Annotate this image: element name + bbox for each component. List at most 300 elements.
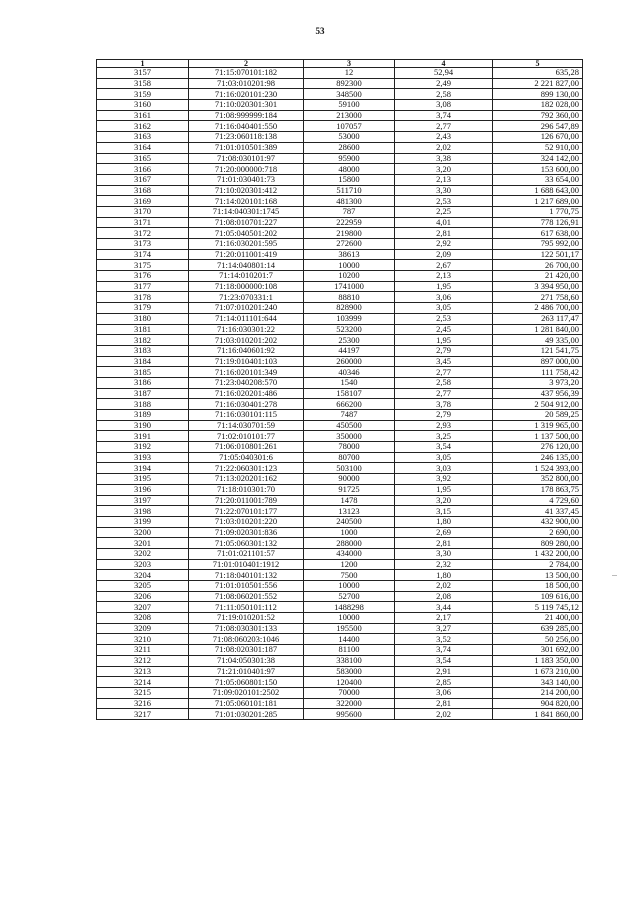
area-cell: 107057 bbox=[304, 121, 395, 132]
row-number-cell: 3159 bbox=[97, 89, 189, 100]
area-cell: 53000 bbox=[304, 132, 395, 143]
cadastral-number-cell: 71:05:040501:202 bbox=[189, 228, 304, 239]
row-number-cell: 3213 bbox=[97, 666, 189, 677]
table-row bbox=[97, 495, 583, 506]
cadastral-number-cell: 71:20:011001:419 bbox=[189, 249, 304, 260]
rate-cell: 2,81 bbox=[395, 698, 493, 709]
row-number-cell: 3205 bbox=[97, 581, 189, 592]
rate-cell: 3,92 bbox=[395, 474, 493, 485]
margin-mark bbox=[612, 575, 617, 576]
value-cell: 21 400,00 bbox=[493, 613, 583, 624]
cadastral-number-cell: 71:22:070101:177 bbox=[189, 506, 304, 517]
row-number-cell: 3209 bbox=[97, 623, 189, 634]
cadastral-number-cell: 71:07:010201:240 bbox=[189, 303, 304, 314]
table-row bbox=[97, 206, 583, 217]
value-cell: 635,28 bbox=[493, 68, 583, 79]
cadastral-number-cell: 71:03:010201:98 bbox=[189, 78, 304, 89]
cadastral-number-cell: 71:14:010201:7 bbox=[189, 271, 304, 282]
table-row bbox=[97, 474, 583, 485]
area-cell: 14400 bbox=[304, 634, 395, 645]
value-cell: 111 758,42 bbox=[493, 367, 583, 378]
area-cell: 503100 bbox=[304, 463, 395, 474]
row-number-cell: 3195 bbox=[97, 474, 189, 485]
area-cell: 219800 bbox=[304, 228, 395, 239]
cadastral-number-cell: 71:16:040401:550 bbox=[189, 121, 304, 132]
value-cell: 324 142,00 bbox=[493, 153, 583, 164]
value-cell: 1 432 200,00 bbox=[493, 548, 583, 559]
row-number-cell: 3165 bbox=[97, 153, 189, 164]
rate-cell: 3,44 bbox=[395, 602, 493, 613]
cadastral-number-cell: 71:08:020301:187 bbox=[189, 645, 304, 656]
value-cell: 13 500,00 bbox=[493, 570, 583, 581]
page-number: 53 bbox=[315, 26, 325, 36]
area-cell: 666200 bbox=[304, 399, 395, 410]
rate-cell: 3,05 bbox=[395, 452, 493, 463]
value-cell: 2 690,00 bbox=[493, 527, 583, 538]
value-cell: 809 280,00 bbox=[493, 538, 583, 549]
row-number-cell: 3207 bbox=[97, 602, 189, 613]
rate-cell: 3,78 bbox=[395, 399, 493, 410]
table-row bbox=[97, 217, 583, 228]
table-row bbox=[97, 335, 583, 346]
value-cell: 617 638,00 bbox=[493, 228, 583, 239]
area-cell: 350000 bbox=[304, 431, 395, 442]
table-row bbox=[97, 324, 583, 335]
cadastral-number-cell: 71:03:010201:220 bbox=[189, 516, 304, 527]
rate-cell: 2,69 bbox=[395, 527, 493, 538]
row-number-cell: 3197 bbox=[97, 495, 189, 506]
table-row bbox=[97, 698, 583, 709]
rate-cell: 3,20 bbox=[395, 164, 493, 175]
cadastral-number-cell: 71:01:010401:1912 bbox=[189, 559, 304, 570]
table-row bbox=[97, 110, 583, 121]
value-cell: 1 319 965,00 bbox=[493, 420, 583, 431]
cadastral-number-cell: 71:03:010201:202 bbox=[189, 335, 304, 346]
value-cell: 122 501,17 bbox=[493, 249, 583, 260]
row-number-cell: 3183 bbox=[97, 345, 189, 356]
rate-cell: 2,08 bbox=[395, 591, 493, 602]
rate-cell: 2,02 bbox=[395, 709, 493, 720]
area-cell: 7487 bbox=[304, 410, 395, 421]
cadastral-number-cell: 71:08:060201:552 bbox=[189, 591, 304, 602]
cadastral-number-cell: 71:04:050301:38 bbox=[189, 655, 304, 666]
area-cell: 1000 bbox=[304, 527, 395, 538]
row-number-cell: 3160 bbox=[97, 100, 189, 111]
row-number-cell: 3185 bbox=[97, 367, 189, 378]
rate-cell: 2,43 bbox=[395, 132, 493, 143]
rate-cell: 2,02 bbox=[395, 581, 493, 592]
value-cell: 263 117,47 bbox=[493, 313, 583, 324]
table-header-row bbox=[97, 60, 583, 68]
value-cell: 296 547,89 bbox=[493, 121, 583, 132]
row-number-cell: 3168 bbox=[97, 185, 189, 196]
value-cell: 2 486 700,00 bbox=[493, 303, 583, 314]
row-number-cell: 3217 bbox=[97, 709, 189, 720]
row-number-cell: 3187 bbox=[97, 388, 189, 399]
cadastral-number-cell: 71:05:060101:181 bbox=[189, 698, 304, 709]
row-number-cell: 3196 bbox=[97, 484, 189, 495]
area-cell: 10000 bbox=[304, 260, 395, 271]
value-cell: 5 119 745,12 bbox=[493, 602, 583, 613]
rate-cell: 4,01 bbox=[395, 217, 493, 228]
rate-cell: 2,58 bbox=[395, 89, 493, 100]
cadastral-number-cell: 71:14:040301:1745 bbox=[189, 206, 304, 217]
row-number-cell: 3191 bbox=[97, 431, 189, 442]
cadastral-number-cell: 71:21:010401:97 bbox=[189, 666, 304, 677]
cadastral-number-cell: 71:16:020101:230 bbox=[189, 89, 304, 100]
rate-cell: 2,49 bbox=[395, 78, 493, 89]
table-row bbox=[97, 581, 583, 592]
cadastral-number-cell: 71:11:050101:112 bbox=[189, 602, 304, 613]
cadastral-number-cell: 71:06:010801:261 bbox=[189, 442, 304, 453]
column-header-5: 5 bbox=[493, 60, 583, 68]
area-cell: 12 bbox=[304, 68, 395, 79]
row-number-cell: 3176 bbox=[97, 271, 189, 282]
table-row bbox=[97, 506, 583, 517]
area-cell: 195500 bbox=[304, 623, 395, 634]
table-row bbox=[97, 527, 583, 538]
table-row bbox=[97, 666, 583, 677]
value-cell: 792 360,00 bbox=[493, 110, 583, 121]
table-row bbox=[97, 645, 583, 656]
row-number-cell: 3175 bbox=[97, 260, 189, 271]
cadastral-number-cell: 71:14:011101:644 bbox=[189, 313, 304, 324]
area-cell: 523200 bbox=[304, 324, 395, 335]
table-row bbox=[97, 613, 583, 624]
cadastral-number-cell: 71:05:060801:150 bbox=[189, 677, 304, 688]
rate-cell: 2,45 bbox=[395, 324, 493, 335]
table-row bbox=[97, 548, 583, 559]
row-number-cell: 3178 bbox=[97, 292, 189, 303]
table-row bbox=[97, 410, 583, 421]
rate-cell: 2,67 bbox=[395, 260, 493, 271]
value-cell: 271 758,60 bbox=[493, 292, 583, 303]
cadastral-number-cell: 71:23:070331:1 bbox=[189, 292, 304, 303]
rate-cell: 3,74 bbox=[395, 110, 493, 121]
cadastral-number-cell: 71:22:060301:123 bbox=[189, 463, 304, 474]
area-cell: 90000 bbox=[304, 474, 395, 485]
row-number-cell: 3179 bbox=[97, 303, 189, 314]
rate-cell: 2,77 bbox=[395, 367, 493, 378]
row-number-cell: 3172 bbox=[97, 228, 189, 239]
row-number-cell: 3194 bbox=[97, 463, 189, 474]
area-cell: 338100 bbox=[304, 655, 395, 666]
table-row bbox=[97, 516, 583, 527]
row-number-cell: 3169 bbox=[97, 196, 189, 207]
cadastral-number-cell: 71:20:000000:718 bbox=[189, 164, 304, 175]
table-row bbox=[97, 153, 583, 164]
table-row bbox=[97, 164, 583, 175]
area-cell: 59100 bbox=[304, 100, 395, 111]
value-cell: 1 524 393,00 bbox=[493, 463, 583, 474]
value-cell: 352 800,00 bbox=[493, 474, 583, 485]
area-cell: 7500 bbox=[304, 570, 395, 581]
rate-cell: 1,80 bbox=[395, 516, 493, 527]
rate-cell: 3,05 bbox=[395, 303, 493, 314]
rate-cell: 2,53 bbox=[395, 313, 493, 324]
row-number-cell: 3166 bbox=[97, 164, 189, 175]
rate-cell: 3,54 bbox=[395, 442, 493, 453]
area-cell: 38613 bbox=[304, 249, 395, 260]
cadastral-number-cell: 71:01:010501:389 bbox=[189, 142, 304, 153]
rate-cell: 2,77 bbox=[395, 388, 493, 399]
area-cell: 80700 bbox=[304, 452, 395, 463]
table-row bbox=[97, 228, 583, 239]
value-cell: 1 673 210,00 bbox=[493, 666, 583, 677]
value-cell: 276 120,00 bbox=[493, 442, 583, 453]
cadastral-number-cell: 71:10:020301:301 bbox=[189, 100, 304, 111]
value-cell: 2 784,00 bbox=[493, 559, 583, 570]
row-number-cell: 3200 bbox=[97, 527, 189, 538]
rate-cell: 3,08 bbox=[395, 100, 493, 111]
value-cell: 2 221 827,00 bbox=[493, 78, 583, 89]
table-row bbox=[97, 452, 583, 463]
row-number-cell: 3188 bbox=[97, 399, 189, 410]
rate-cell: 1,95 bbox=[395, 281, 493, 292]
cadastral-number-cell: 71:15:070101:182 bbox=[189, 68, 304, 79]
table-row bbox=[97, 634, 583, 645]
cadastral-number-cell: 71:08:030101:97 bbox=[189, 153, 304, 164]
rate-cell: 2,79 bbox=[395, 410, 493, 421]
column-header-4: 4 bbox=[395, 60, 493, 68]
row-number-cell: 3193 bbox=[97, 452, 189, 463]
row-number-cell: 3167 bbox=[97, 174, 189, 185]
table-row bbox=[97, 484, 583, 495]
table-row bbox=[97, 399, 583, 410]
value-cell: 26 700,00 bbox=[493, 260, 583, 271]
rate-cell: 2,77 bbox=[395, 121, 493, 132]
value-cell: 795 992,00 bbox=[493, 239, 583, 250]
area-cell: 240500 bbox=[304, 516, 395, 527]
rate-cell: 3,06 bbox=[395, 687, 493, 698]
row-number-cell: 3184 bbox=[97, 356, 189, 367]
table-row bbox=[97, 559, 583, 570]
row-number-cell: 3174 bbox=[97, 249, 189, 260]
value-cell: 2 504 912,00 bbox=[493, 399, 583, 410]
area-cell: 15800 bbox=[304, 174, 395, 185]
table-row bbox=[97, 431, 583, 442]
cadastral-number-cell: 71:16:030401:278 bbox=[189, 399, 304, 410]
cadastral-number-cell: 71:01:030401:73 bbox=[189, 174, 304, 185]
rate-cell: 3,74 bbox=[395, 645, 493, 656]
area-cell: 222959 bbox=[304, 217, 395, 228]
row-number-cell: 3204 bbox=[97, 570, 189, 581]
table-row bbox=[97, 281, 583, 292]
rate-cell: 2,91 bbox=[395, 666, 493, 677]
rate-cell: 3,03 bbox=[395, 463, 493, 474]
rate-cell: 3,45 bbox=[395, 356, 493, 367]
cadastral-number-cell: 71:16:030201:595 bbox=[189, 239, 304, 250]
row-number-cell: 3199 bbox=[97, 516, 189, 527]
row-number-cell: 3162 bbox=[97, 121, 189, 132]
rate-cell: 2,25 bbox=[395, 206, 493, 217]
cadastral-number-cell: 71:16:020101:349 bbox=[189, 367, 304, 378]
table-row bbox=[97, 239, 583, 250]
value-cell: 153 600,00 bbox=[493, 164, 583, 175]
cadastral-number-cell: 71:18:010301:70 bbox=[189, 484, 304, 495]
table-row bbox=[97, 303, 583, 314]
rate-cell: 1,95 bbox=[395, 484, 493, 495]
rate-cell: 2,53 bbox=[395, 196, 493, 207]
cadastral-number-cell: 71:05:060301:132 bbox=[189, 538, 304, 549]
area-cell: 828900 bbox=[304, 303, 395, 314]
table-row bbox=[97, 260, 583, 271]
value-cell: 639 285,00 bbox=[493, 623, 583, 634]
value-cell: 178 863,75 bbox=[493, 484, 583, 495]
table-row bbox=[97, 367, 583, 378]
row-number-cell: 3177 bbox=[97, 281, 189, 292]
value-cell: 778 126,91 bbox=[493, 217, 583, 228]
table-row bbox=[97, 185, 583, 196]
area-cell: 260000 bbox=[304, 356, 395, 367]
cadastral-number-cell: 71:09:020301:836 bbox=[189, 527, 304, 538]
value-cell: 49 335,00 bbox=[493, 335, 583, 346]
cadastral-number-cell: 71:16:030301:22 bbox=[189, 324, 304, 335]
table-row bbox=[97, 196, 583, 207]
table-body bbox=[97, 68, 583, 720]
rate-cell: 2,92 bbox=[395, 239, 493, 250]
rate-cell: 1,95 bbox=[395, 335, 493, 346]
table-row bbox=[97, 655, 583, 666]
value-cell: 897 000,00 bbox=[493, 356, 583, 367]
area-cell: 13123 bbox=[304, 506, 395, 517]
registry-table bbox=[96, 59, 583, 720]
table-row bbox=[97, 623, 583, 634]
row-number-cell: 3182 bbox=[97, 335, 189, 346]
value-cell: 1 137 500,00 bbox=[493, 431, 583, 442]
rate-cell: 2,81 bbox=[395, 538, 493, 549]
area-cell: 10000 bbox=[304, 581, 395, 592]
area-cell: 48000 bbox=[304, 164, 395, 175]
table-row bbox=[97, 377, 583, 388]
cadastral-number-cell: 71:08:060203:1046 bbox=[189, 634, 304, 645]
area-cell: 103999 bbox=[304, 313, 395, 324]
row-number-cell: 3210 bbox=[97, 634, 189, 645]
row-number-cell: 3157 bbox=[97, 68, 189, 79]
value-cell: 1 841 860,00 bbox=[493, 709, 583, 720]
area-cell: 25300 bbox=[304, 335, 395, 346]
rate-cell: 3,25 bbox=[395, 431, 493, 442]
area-cell: 88810 bbox=[304, 292, 395, 303]
area-cell: 28600 bbox=[304, 142, 395, 153]
area-cell: 1488298 bbox=[304, 602, 395, 613]
cadastral-number-cell: 71:10:020301:412 bbox=[189, 185, 304, 196]
area-cell: 40346 bbox=[304, 367, 395, 378]
rate-cell: 3,38 bbox=[395, 153, 493, 164]
row-number-cell: 3164 bbox=[97, 142, 189, 153]
value-cell: 52 910,00 bbox=[493, 142, 583, 153]
cadastral-number-cell: 71:05:040301:6 bbox=[189, 452, 304, 463]
row-number-cell: 3180 bbox=[97, 313, 189, 324]
rate-cell: 3,52 bbox=[395, 634, 493, 645]
table-row bbox=[97, 142, 583, 153]
area-cell: 10200 bbox=[304, 271, 395, 282]
table-row bbox=[97, 249, 583, 260]
table-row bbox=[97, 538, 583, 549]
area-cell: 120400 bbox=[304, 677, 395, 688]
table-row bbox=[97, 174, 583, 185]
rate-cell: 3,27 bbox=[395, 623, 493, 634]
cadastral-number-cell: 71:16:040601:92 bbox=[189, 345, 304, 356]
row-number-cell: 3208 bbox=[97, 613, 189, 624]
area-cell: 158107 bbox=[304, 388, 395, 399]
cadastral-number-cell: 71:18:040101:132 bbox=[189, 570, 304, 581]
area-cell: 272600 bbox=[304, 239, 395, 250]
area-cell: 511710 bbox=[304, 185, 395, 196]
column-header-3: 3 bbox=[304, 60, 395, 68]
table-row bbox=[97, 89, 583, 100]
value-cell: 899 130,00 bbox=[493, 89, 583, 100]
row-number-cell: 3211 bbox=[97, 645, 189, 656]
area-cell: 288000 bbox=[304, 538, 395, 549]
table-row bbox=[97, 292, 583, 303]
rate-cell: 3,54 bbox=[395, 655, 493, 666]
value-cell: 904 820,00 bbox=[493, 698, 583, 709]
table-row bbox=[97, 388, 583, 399]
value-cell: 437 956,39 bbox=[493, 388, 583, 399]
area-cell: 995600 bbox=[304, 709, 395, 720]
table-row bbox=[97, 356, 583, 367]
rate-cell: 2,13 bbox=[395, 174, 493, 185]
area-cell: 52700 bbox=[304, 591, 395, 602]
value-cell: 126 670,00 bbox=[493, 132, 583, 143]
area-cell: 95900 bbox=[304, 153, 395, 164]
column-header-1: 1 bbox=[97, 60, 189, 68]
cadastral-number-cell: 71:16:020201:486 bbox=[189, 388, 304, 399]
value-cell: 18 500,00 bbox=[493, 581, 583, 592]
row-number-cell: 3190 bbox=[97, 420, 189, 431]
value-cell: 182 028,00 bbox=[493, 100, 583, 111]
cadastral-number-cell: 71:14:030701:59 bbox=[189, 420, 304, 431]
row-number-cell: 3161 bbox=[97, 110, 189, 121]
cadastral-number-cell: 71:14:040801:14 bbox=[189, 260, 304, 271]
rate-cell: 2,09 bbox=[395, 249, 493, 260]
cadastral-number-cell: 71:19:010401:103 bbox=[189, 356, 304, 367]
value-cell: 246 135,00 bbox=[493, 452, 583, 463]
table-row bbox=[97, 442, 583, 453]
value-cell: 3 394 950,00 bbox=[493, 281, 583, 292]
row-number-cell: 3203 bbox=[97, 559, 189, 570]
value-cell: 1 770,75 bbox=[493, 206, 583, 217]
cadastral-number-cell: 71:20:011001:789 bbox=[189, 495, 304, 506]
row-number-cell: 3212 bbox=[97, 655, 189, 666]
area-cell: 583000 bbox=[304, 666, 395, 677]
row-number-cell: 3186 bbox=[97, 377, 189, 388]
value-cell: 21 420,00 bbox=[493, 271, 583, 282]
rate-cell: 2,81 bbox=[395, 228, 493, 239]
value-cell: 301 692,00 bbox=[493, 645, 583, 656]
row-number-cell: 3215 bbox=[97, 687, 189, 698]
area-cell: 78000 bbox=[304, 442, 395, 453]
area-cell: 213000 bbox=[304, 110, 395, 121]
column-header-2: 2 bbox=[189, 60, 304, 68]
table-row bbox=[97, 271, 583, 282]
area-cell: 892300 bbox=[304, 78, 395, 89]
rate-cell: 2,13 bbox=[395, 271, 493, 282]
row-number-cell: 3214 bbox=[97, 677, 189, 688]
table-row bbox=[97, 677, 583, 688]
row-number-cell: 3198 bbox=[97, 506, 189, 517]
value-cell: 1 688 643,00 bbox=[493, 185, 583, 196]
cadastral-number-cell: 71:01:021101:57 bbox=[189, 548, 304, 559]
rate-cell: 3,20 bbox=[395, 495, 493, 506]
rate-cell: 2,93 bbox=[395, 420, 493, 431]
table-row bbox=[97, 463, 583, 474]
row-number-cell: 3163 bbox=[97, 132, 189, 143]
area-cell: 81100 bbox=[304, 645, 395, 656]
rate-cell: 2,79 bbox=[395, 345, 493, 356]
cadastral-number-cell: 71:09:020101:2502 bbox=[189, 687, 304, 698]
